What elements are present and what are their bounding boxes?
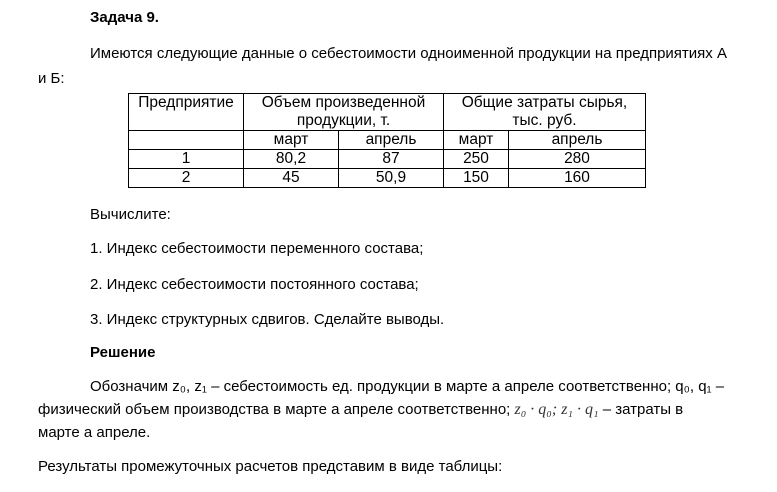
table-row [129,169,646,188]
calc-heading: Вычислите: [90,206,171,223]
list-item: 1. Индекс себестоимости переменного состава; [90,240,424,257]
solution-line-2-text: физический объем производства в марте а апреле соответственно; [38,401,511,418]
header-costs: Общие затраты сырья, тыс. руб. [444,94,646,131]
solution-line-3: марте а апреле. [38,424,151,441]
table-cell: 160 [509,169,646,188]
list-item: 2. Индекс себестоимости постоянного состава; [90,276,419,293]
table-row [129,150,646,169]
table-cell: 87 [339,150,444,169]
solution-heading: Решение [90,344,156,361]
intro-line-1: Имеются следующие данные о себестоимости одноименной продукции на предприятиях А [90,45,727,62]
intro-line-2: и Б: [38,70,65,87]
table-cell: 80,2 [244,150,339,169]
solution-line-2 [38,401,683,419]
table-cell: 50,9 [339,169,444,188]
solution-line-1: Обозначим z₀, z₁ – себестоимость ед. продукции в марте а апреле соответственно; q₀, q₁ – [90,378,725,395]
header-volume: Объем произведенной продукции, т. [244,94,444,131]
table-cell: 280 [509,150,646,169]
subheader-cell: март [244,131,339,150]
subheader-cell: апрель [339,131,444,150]
task-title: Задача 9. [90,9,159,26]
header-blank [129,131,244,150]
subheader-cell: апрель [509,131,646,150]
table-cell: 45 [244,169,339,188]
header-enterprise: Предприятие [129,94,244,131]
subheader-cell: март [444,131,509,150]
table-cell: 1 [129,150,244,169]
solution-line-2-tail: – затраты в [602,401,684,418]
data-table [128,93,646,188]
final-line: Результаты промежуточных расчетов представим в виде таблицы: [38,458,503,475]
list-item: 3. Индекс структурных сдвигов. Сделайте выводы. [90,311,445,328]
cost-formula: z₀ · q₀; z₁ · q₁ [514,401,599,418]
table-cell: 150 [444,169,509,188]
table-cell: 250 [444,150,509,169]
table-cell: 2 [129,169,244,188]
